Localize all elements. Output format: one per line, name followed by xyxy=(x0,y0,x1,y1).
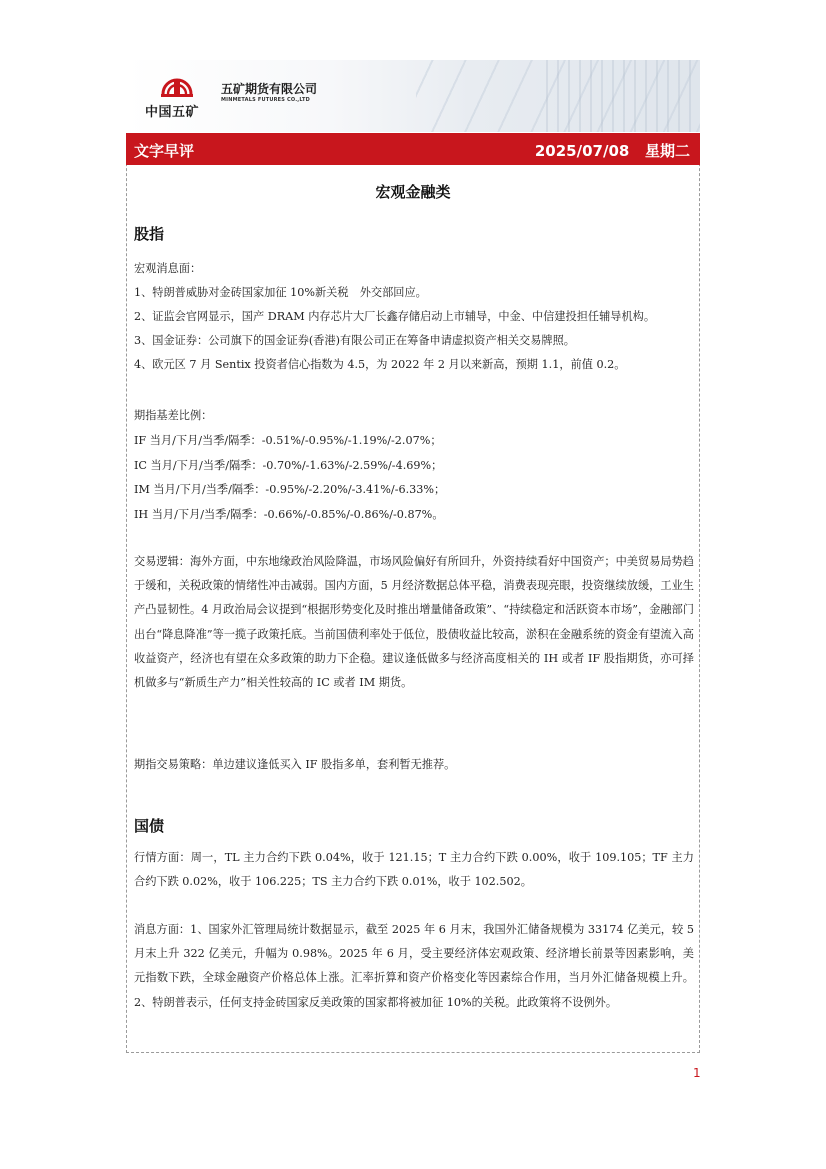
trading-logic: 交易逻辑：海外方面，中东地缘政治风险降温，市场风险偏好有所回升，外资持续看好中国资产；中美贸易局势趋于缓和，关税政策的情绪性冲击减弱。国内方面，5 月经济数据总体平稳，消费表现亮眼，投资继续放缓，工业生产凸显韧性。4 月政治局会议提到“根据形势变化及时推出增量储备政策”、“持续稳定和活跃资本市场”，金融部门出台“降息降准”等一揽子政策托底。当前国债利率处于低位，股债收益比较高，淤积在金融系统的资金有望流入高收益资产，经济也有望在众多政策的助力下企稳。建议逢低做多与经济高度相关的 IH 或者 IF 股指期货，亦可择机做多与“新质生产力”相关性较高的 IC 或者 IM 期货。 xyxy=(134,555,694,690)
basis-item: IH 当月/下月/当季/隔季：-0.66%/-0.85%/-0.86%/-0.87%。 xyxy=(134,508,444,521)
macro-item: 2、证监会官网显示，国产 DRAM 内存芯片大厂长鑫存储启动上市辅导，中金、中信建投担任辅导机构。 xyxy=(134,310,656,323)
bonds-news: 消息方面：1、国家外汇管理局统计数据显示，截至 2025 年 6 月末，我国外汇储备规模为 33174 亿美元，较 5 月末上升 322 亿美元，升幅为 0.98%。2025 年 6 月，受主要经济体宏观政策、经济增长前景等因素影响，美元指数下跌，全球金融资产价格总体上涨。汇率折算和资产价格变化等因素综合作用，当月外汇储备规模上升。2、特朗普表示，任何支持金砖国家反美政策的国家都将被加征 10%的关税。此政策将不设例外。 xyxy=(134,923,694,1009)
macro-label: 宏观消息面： xyxy=(134,262,202,275)
company-name: 五矿期货有限公司 xyxy=(221,82,318,96)
basis-label: 期指基差比例： xyxy=(134,409,213,422)
logo-text: 中国五矿 xyxy=(145,105,200,120)
header-banner xyxy=(126,60,700,132)
company-name-english: MINMETALS FUTURES CO.,LTD xyxy=(221,97,310,103)
basis-item: IM 当月/下月/当季/隔季：-0.95%/-2.20%/-3.41%/-6.33%； xyxy=(134,483,446,496)
minmetals-logo-icon xyxy=(160,72,194,98)
basis-item: IC 当月/下月/当季/隔季：-0.70%/-1.63%/-2.59%/-4.69%； xyxy=(134,459,443,472)
stock-index-heading: 股指 xyxy=(134,225,165,243)
macro-item: 1、特朗普威胁对金砖国家加征 10%新关税 外交部回应。 xyxy=(134,286,427,299)
trading-strategy: 期指交易策略：单边建议逢低买入 IF 股指多单，套利暂无推荐。 xyxy=(134,758,456,771)
banner-decoration-lines xyxy=(546,60,700,132)
weekday-value: 星期二 xyxy=(644,142,690,160)
bonds-market: 行情方面：周一，TL 主力合约下跌 0.04%，收于 121.15；T 主力合约下跌 0.00%，收于 109.105；TF 主力合约下跌 0.02%，收于 106.225；TS 主力合约下跌 0.01%，收于 102.502。 xyxy=(134,851,694,889)
page-number: 1 xyxy=(693,1066,701,1080)
macro-item: 3、国金证券：公司旗下的国金证券(香港)有限公司正在筹备申请虚拟资产相关交易牌照。 xyxy=(134,334,575,347)
bonds-heading: 国债 xyxy=(134,817,165,835)
date-value: 2025/07/08 xyxy=(534,142,630,160)
report-title-bar xyxy=(126,133,700,165)
basis-item: IF 当月/下月/当季/隔季：-0.51%/-0.95%/-1.19%/-2.07%； xyxy=(134,434,442,447)
report-type: 文字早评 xyxy=(134,142,195,160)
macro-item: 4、欧元区 7 月 Sentix 投资者信心指数为 4.5，为 2022 年 2 月以来新高，预期 1.1，前值 0.2。 xyxy=(134,358,626,371)
report-date xyxy=(535,140,690,161)
section-title: 宏观金融类 xyxy=(375,183,451,201)
